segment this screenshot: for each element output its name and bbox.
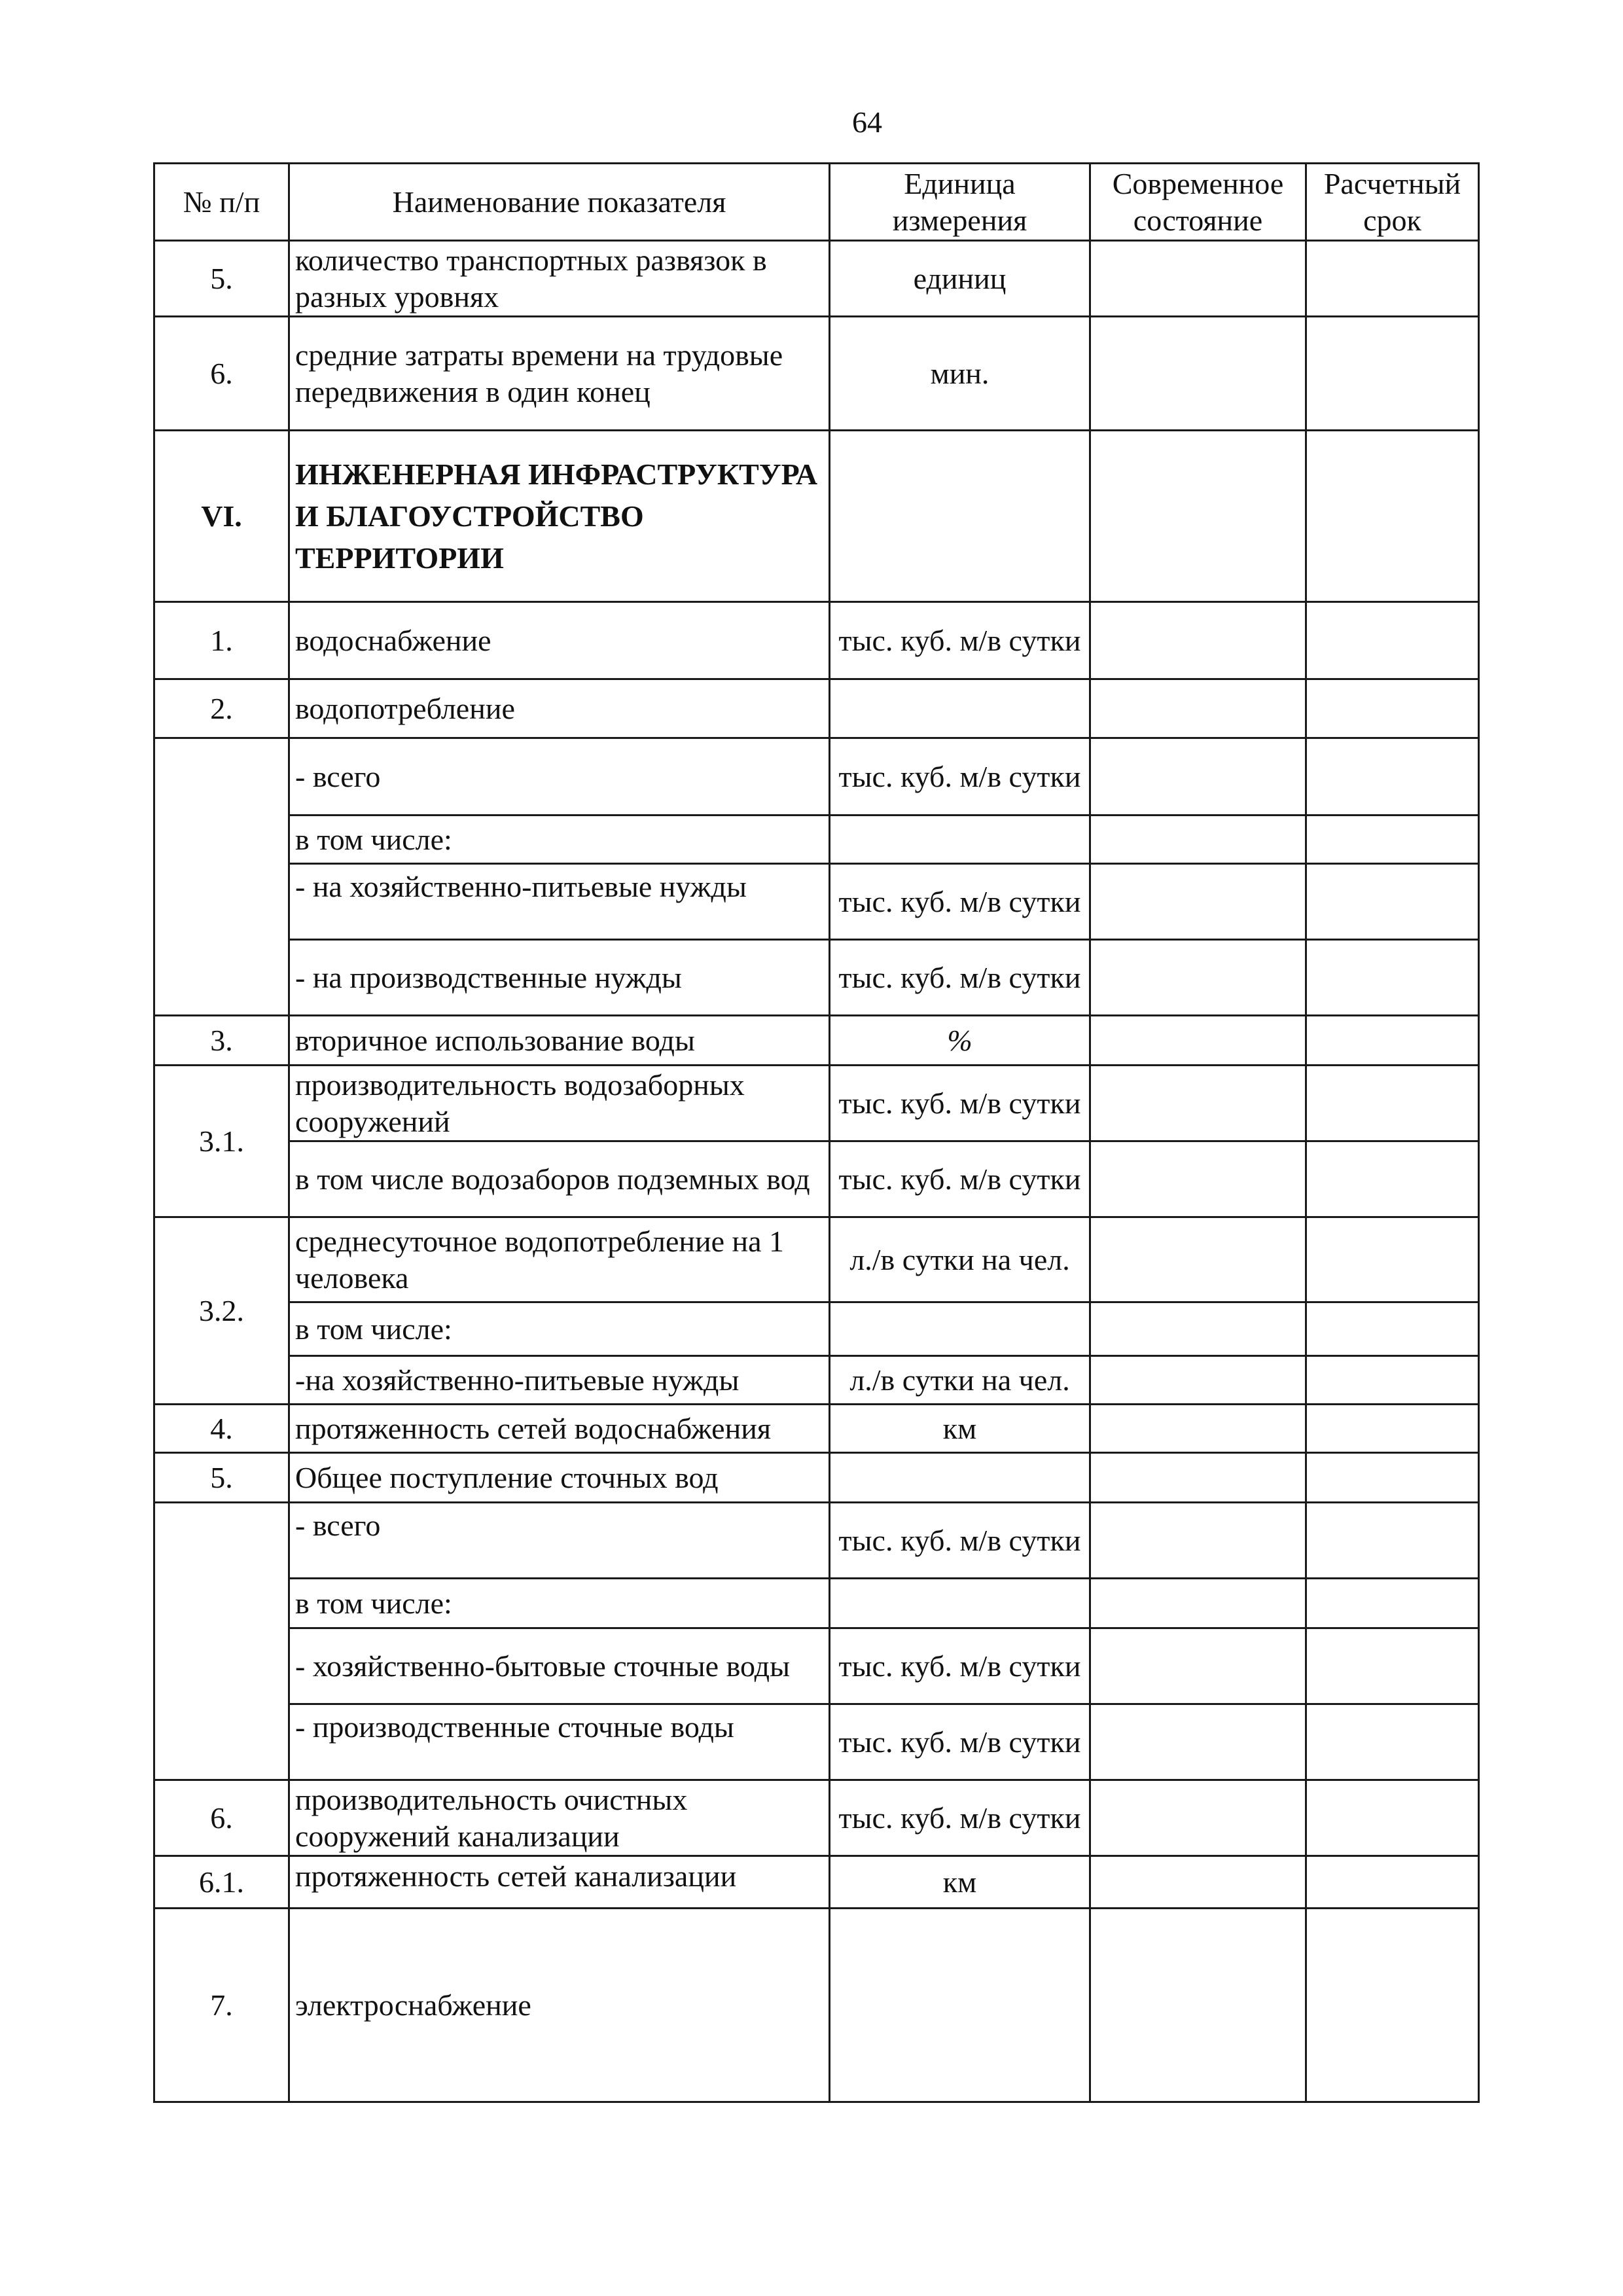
table-row [154,940,1479,1016]
row-name: средние затраты времени на трудовые передвижения в один конец [289,317,830,431]
row-num: 3.2. [154,1217,289,1405]
row-unit: км [830,1856,1090,1909]
row-current-value [1090,864,1306,940]
row-unit: тыс. куб. м/в сутки [830,602,1090,679]
row-unit: % [830,1016,1090,1066]
row-name [289,1628,830,1704]
table-row [154,241,1479,317]
row-unit: тыс. куб. м/в сутки [830,1780,1090,1856]
row-unit: тыс. куб. м/в сутки [830,738,1090,816]
row-name: - производственные сточные воды [289,1704,830,1780]
row-name: протяженность сетей канализации [289,1856,830,1909]
table-row [154,1356,1479,1405]
row-target-value [1306,1356,1479,1405]
row-target-value [1306,1066,1479,1141]
row-num: 6.1. [154,1856,289,1909]
row-name: электроснабжение [289,1909,830,2102]
row-target-value [1306,1503,1479,1579]
row-num: 7. [154,1909,289,2102]
table-row [154,1066,1479,1141]
section-title: ИНЖЕНЕРНАЯ ИНФРАСТРУКТУРА И БЛАГОУСТРОЙСТВО ТЕРРИТОРИИ [289,431,830,602]
row-name: водопотребление [289,679,830,738]
row-name-text: - хозяйственно-бытовые сточные воды [295,1649,790,1683]
section-row [154,431,1479,602]
row-current-value [1090,940,1306,1016]
row-unit: тыс. куб. м/в сутки [830,1503,1090,1579]
row-unit: км [830,1405,1090,1453]
row-num: 6. [154,317,289,431]
row-unit: тыс. куб. м/в сутки [830,940,1090,1016]
row-current-value [1090,431,1306,602]
row-unit [830,1579,1090,1628]
header-unit: Единица измерения [830,164,1090,241]
row-name: в том числе: [289,1579,830,1628]
row-target-value [1306,317,1479,431]
table-row [154,602,1479,679]
row-target-value [1306,602,1479,679]
row-name: среднесуточное водопотребление на 1 человека [289,1217,830,1302]
row-target-value [1306,679,1479,738]
row-current-value [1090,679,1306,738]
row-unit: л./в сутки на чел. [830,1217,1090,1302]
table-row [154,1503,1479,1579]
row-target-value [1306,1405,1479,1453]
row-target-value [1306,1016,1479,1066]
row-current-value [1090,1503,1306,1579]
row-target-value [1306,1856,1479,1909]
row-current-value [1090,1066,1306,1141]
row-name: в том числе: [289,816,830,864]
row-name: количество транспортных развязок в разных уровнях [289,241,830,317]
row-target-value [1306,1579,1479,1628]
row-current-value [1090,1217,1306,1302]
table-row [154,317,1479,431]
row-name: - всего [289,1503,830,1579]
row-name: в том числе водозаборов подземных вод [289,1141,830,1217]
row-name: - на производственные нужды [289,940,830,1016]
row-current-value [1090,1909,1306,2102]
row-name: Общее поступление сточных вод [289,1453,830,1503]
row-target-value [1306,1704,1479,1780]
row-unit: тыс. куб. м/в сутки [830,1141,1090,1217]
row-unit [830,679,1090,738]
row-name: - на хозяйственно-питьевые нужды [289,864,830,940]
table-row [154,1579,1479,1628]
row-num: 6. [154,1780,289,1856]
row-target-value [1306,1302,1479,1356]
row-num-merged [154,1503,289,1780]
row-name: производительность водозаборных сооружений [289,1066,830,1141]
table-row [154,1141,1479,1217]
row-unit [830,431,1090,602]
table-row [154,1780,1479,1856]
table-row [154,1909,1479,2102]
row-name: вторичное использование воды [289,1016,830,1066]
row-current-value [1090,602,1306,679]
row-target-value [1306,864,1479,940]
row-unit: тыс. куб. м/в сутки [830,1704,1090,1780]
table-header-row [154,164,1479,241]
row-current-value [1090,1356,1306,1405]
row-name: протяженность сетей водоснабжения [289,1405,830,1453]
row-current-value [1090,1780,1306,1856]
header-name: Наименование показателя [289,164,830,241]
row-current-value [1090,1628,1306,1704]
row-name: водоснабжение [289,602,830,679]
row-num: 3.1. [154,1066,289,1217]
row-target-value [1306,1628,1479,1704]
header-target: Расчетный срок [1306,164,1479,241]
table-row [154,1016,1479,1066]
row-unit: тыс. куб. м/в сутки [830,1066,1090,1141]
row-target-value [1306,431,1479,602]
row-current-value [1090,1302,1306,1356]
row-target-value [1306,1909,1479,2102]
row-target-value [1306,738,1479,816]
table-row [154,816,1479,864]
row-current-value [1090,1016,1306,1066]
row-target-value [1306,1217,1479,1302]
row-unit [830,1302,1090,1356]
row-num: 4. [154,1405,289,1453]
row-current-value [1090,1141,1306,1217]
table-row [154,864,1479,940]
row-unit: л./в сутки на чел. [830,1356,1090,1405]
row-unit: мин. [830,317,1090,431]
page-number: 64 [852,105,882,139]
table-row [154,1856,1479,1909]
row-num: 2. [154,679,289,738]
table-row [154,1302,1479,1356]
header-current: Современное состояние [1090,164,1306,241]
table-row [154,738,1479,816]
row-target-value [1306,816,1479,864]
row-current-value [1090,241,1306,317]
row-unit [830,1453,1090,1503]
indicators-table [153,162,1480,2103]
row-target-value [1306,1780,1479,1856]
row-name: -на хозяйственно-питьевые нужды [289,1356,830,1405]
row-unit: тыс. куб. м/в сутки [830,1628,1090,1704]
row-unit: единиц [830,241,1090,317]
row-num: 1. [154,602,289,679]
row-current-value [1090,1856,1306,1909]
row-current-value [1090,317,1306,431]
header-num: № п/п [154,164,289,241]
row-current-value [1090,1405,1306,1453]
row-unit [830,1909,1090,2102]
row-num: 3. [154,1016,289,1066]
row-current-value [1090,816,1306,864]
row-num: 5. [154,1453,289,1503]
row-target-value [1306,1141,1479,1217]
table-row [154,1628,1479,1704]
table-row [154,679,1479,738]
row-name: - всего [289,738,830,816]
row-target-value [1306,1453,1479,1503]
table-row [154,1453,1479,1503]
row-name: в том числе: [289,1302,830,1356]
section-num: VI. [154,431,289,602]
row-unit [830,816,1090,864]
table-row [154,1405,1479,1453]
row-current-value [1090,1579,1306,1628]
row-current-value [1090,1453,1306,1503]
table-row [154,1217,1479,1302]
row-num: 5. [154,241,289,317]
row-current-value [1090,1704,1306,1780]
row-target-value [1306,940,1479,1016]
row-current-value [1090,738,1306,816]
row-unit: тыс. куб. м/в сутки [830,864,1090,940]
table-row [154,1704,1479,1780]
row-name: производительность очистных сооружений канализации [289,1780,830,1856]
row-num-merged [154,738,289,1016]
row-target-value [1306,241,1479,317]
